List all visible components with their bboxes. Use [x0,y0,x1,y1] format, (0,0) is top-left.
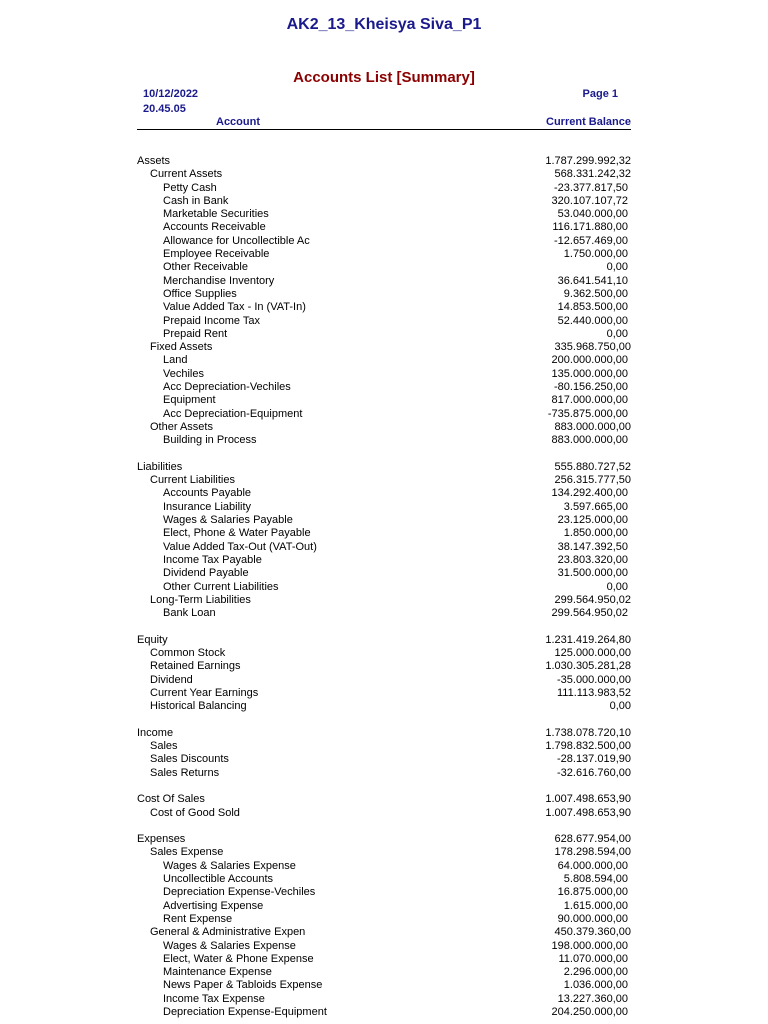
account-balance: 198.000.000,00 [551,939,628,952]
account-balance: 1.738.078.720,10 [545,726,631,739]
account-name: Allowance for Uncollectible Ac [163,234,310,247]
account-name: Wages & Salaries Payable [163,514,293,527]
account-row [0,873,768,886]
account-name: Depreciation Expense-Equipment [163,1006,327,1018]
account-row [0,913,768,926]
account-balance: 1.798.832.500,00 [545,740,631,753]
account-row [0,248,768,261]
account-name: Dividend [150,673,193,686]
account-balance: 450.379.360,00 [554,926,631,939]
account-row [0,727,768,740]
account-balance: 9.362.500,00 [563,287,628,300]
account-name: Depreciation Expense-Vechiles [163,886,316,899]
account-name: Sales [150,740,178,753]
account-row [0,740,768,753]
account-name: Insurance Liability [163,500,252,513]
account-balance: -12.657.469,00 [553,234,628,247]
column-header-account: Account [216,116,260,128]
account-balance: 134.292.400,00 [551,487,628,500]
account-balance: 0,00 [606,327,628,340]
account-balance: 38.147.392,50 [557,540,628,553]
header-divider [137,129,631,130]
account-row [0,953,768,966]
account-row [0,674,768,687]
account-name: Prepaid Income Tax [163,314,261,327]
account-balance: 3.597.665,00 [563,500,628,513]
account-balance: 1.750.000,00 [563,248,628,261]
account-name: Advertising Expense [163,899,264,912]
account-row [0,767,768,780]
account-row [0,434,768,447]
account-balance: 31.500.000,00 [557,567,628,580]
account-row [0,514,768,527]
account-name: Maintenance Expense [163,966,272,979]
account-name: Prepaid Rent [163,327,228,340]
account-row [0,368,768,381]
account-balance: 16.875.000,00 [557,886,628,899]
account-row [0,594,768,607]
account-row [0,487,768,500]
account-balance: 1.231.419.264,80 [545,633,631,646]
account-balance: 555.880.727,52 [554,460,631,473]
account-row [0,328,768,341]
account-balance: 53.040.000,00 [557,208,628,221]
account-row [0,833,768,846]
account-row [0,926,768,939]
account-name: Cost of Good Sold [150,806,240,819]
account-row [0,315,768,328]
account-balance: 90.000.000,00 [557,912,628,925]
account-row [0,354,768,367]
account-balance: 256.315.777,50 [554,474,631,487]
account-name: Historical Balancing [150,700,247,713]
account-row [0,341,768,354]
account-name: Value Added Tax-Out (VAT-Out) [163,540,317,553]
account-balance: 23.125.000,00 [557,514,628,527]
account-name: Accounts Payable [163,487,252,500]
account-row [0,195,768,208]
account-balance: 299.564.950,02 [551,607,628,620]
account-name: Acc Depreciation-Equipment [163,407,303,420]
account-row [0,900,768,913]
account-balance: 178.298.594,00 [554,846,631,859]
account-row [0,700,768,713]
account-balance: -23.377.817,50 [553,181,628,194]
account-balance: -80.156.250,00 [553,381,628,394]
account-name: Marketable Securities [163,208,269,221]
company-name: AK2_13_Kheisya Siva_P1 [286,16,482,33]
account-name: Other Current Liabilities [163,580,279,593]
account-balance: 0,00 [606,580,628,593]
account-row [0,647,768,660]
account-balance: 111.113.983,52 [556,686,631,699]
report-date: 10/12/2022 [143,88,199,100]
account-balance: 36.641.541,10 [557,274,628,287]
account-row [0,807,768,820]
account-row [0,208,768,221]
account-balance: 320.107.107,72 [551,194,628,207]
account-name: Cash in Bank [163,194,229,207]
account-name: Retained Earnings [150,660,241,673]
account-row [0,461,768,474]
account-name: Employee Receivable [163,248,270,261]
account-row [0,541,768,554]
account-name: Merchandise Inventory [163,274,275,287]
page-number: Page 1 [582,88,618,100]
account-row [0,301,768,314]
account-row [0,567,768,580]
account-row [0,235,768,248]
account-balance: 0,00 [606,261,628,274]
account-balance: 883.000.000,00 [551,434,628,447]
account-row [0,793,768,806]
account-row [0,846,768,859]
account-name: Fixed Assets [150,341,213,354]
account-name: Wages & Salaries Expense [163,939,296,952]
column-header-balance: Current Balance [546,116,631,128]
account-name: Elect, Water & Phone Expense [163,952,314,965]
account-row [0,168,768,181]
account-row [0,474,768,487]
account-row [0,687,768,700]
account-row [0,288,768,301]
account-row [0,155,768,168]
account-row [0,634,768,647]
account-balance: 200.000.000,00 [551,354,628,367]
account-row [0,753,768,766]
account-balance: 23.803.320,00 [557,553,628,566]
account-balance: 5.808.594,00 [563,873,628,886]
account-row [0,607,768,620]
account-row [0,979,768,992]
account-name: Office Supplies [163,287,237,300]
account-balance: 52.440.000,00 [557,314,628,327]
report-title: Accounts List [Summary] [293,69,475,86]
account-balance: 64.000.000,00 [557,859,628,872]
account-name: Long-Term Liabilities [150,593,251,606]
account-row [0,660,768,673]
account-name: Common Stock [150,646,226,659]
account-row [0,408,768,421]
account-name: Current Assets [150,168,223,181]
account-row [0,581,768,594]
account-name: Vechiles [163,367,204,380]
account-balance: 299.564.950,02 [554,593,631,606]
account-name: Land [163,354,188,367]
account-balance: 11.070.000,00 [558,952,628,965]
account-balance: -735.875.000,00 [547,407,628,420]
account-balance: 2.296.000,00 [563,966,628,979]
account-row [0,221,768,234]
account-name: Assets [137,155,171,167]
account-name: Sales Returns [150,766,220,779]
account-row [0,527,768,540]
account-balance: -35.000.000,00 [556,673,631,686]
account-name: Building in Process [163,434,257,447]
account-row [0,886,768,899]
account-row [0,966,768,979]
account-name: Liabilities [137,460,183,473]
account-balance: 568.331.242,32 [554,168,631,181]
account-name: General & Administrative Expen [150,926,306,939]
account-balance: 135.000.000,00 [551,367,628,380]
account-balance: 335.968.750,00 [554,341,631,354]
account-balance: 1.007.498.653,90 [545,806,631,819]
account-row [0,1006,768,1019]
account-balance: 1.850.000,00 [563,527,628,540]
account-row [0,182,768,195]
account-balance: 817.000.000,00 [551,394,628,407]
account-name: Other Assets [150,420,213,433]
account-name: Equity [137,633,168,646]
account-balance: -28.137.019,90 [556,753,631,766]
account-row [0,421,768,434]
account-row [0,381,768,394]
accounts-list [0,155,768,1019]
account-row [0,993,768,1006]
account-name: Rent Expense [163,912,233,925]
account-row [0,501,768,514]
account-name: Elect, Phone & Water Payable [163,527,311,540]
account-name: Acc Depreciation-Vechiles [163,381,291,394]
account-balance: 1.007.498.653,90 [545,793,631,806]
account-balance: 0,00 [609,700,631,713]
account-row [0,940,768,953]
account-balance: 1.787.299.992,32 [545,155,631,167]
account-balance: 14.853.500,00 [557,301,628,314]
account-row [0,860,768,873]
account-row [0,554,768,567]
account-balance: 628.677.954,00 [554,833,631,846]
account-name: Current Year Earnings [150,686,259,699]
account-row [0,275,768,288]
account-name: Current Liabilities [150,474,235,487]
account-name: Wages & Salaries Expense [163,859,296,872]
account-name: Income [137,726,174,739]
account-balance: 1.615.000,00 [563,899,628,912]
account-balance: 1.036.000,00 [563,979,628,992]
account-name: Income Tax Expense [163,992,265,1005]
account-name: Cost Of Sales [137,793,205,806]
report-time: 20.45.05 [143,103,186,115]
account-name: Other Receivable [163,261,248,274]
account-row [0,261,768,274]
account-name: News Paper & Tabloids Expense [163,979,323,992]
account-name: Petty Cash [163,181,217,194]
account-balance: 13.227.360,00 [557,992,628,1005]
account-balance: 883.000.000,00 [554,420,631,433]
account-balance: 1.030.305.281,28 [545,660,631,673]
account-name: Income Tax Payable [163,553,262,566]
account-name: Uncollectible Accounts [163,873,274,886]
account-row [0,394,768,407]
account-name: Equipment [163,394,216,407]
account-balance: 116.171.880,00 [552,221,628,234]
account-name: Sales Discounts [150,753,229,766]
account-balance: 204.250.000,00 [551,1006,628,1018]
account-name: Sales Expense [150,846,224,859]
account-name: Accounts Receivable [163,221,266,234]
account-name: Expenses [137,833,186,846]
account-name: Dividend Payable [163,567,249,580]
account-balance: -32.616.760,00 [556,766,631,779]
account-balance: 125.000.000,00 [554,646,631,659]
account-name: Bank Loan [163,607,216,620]
account-name: Value Added Tax - In (VAT-In) [163,301,306,314]
